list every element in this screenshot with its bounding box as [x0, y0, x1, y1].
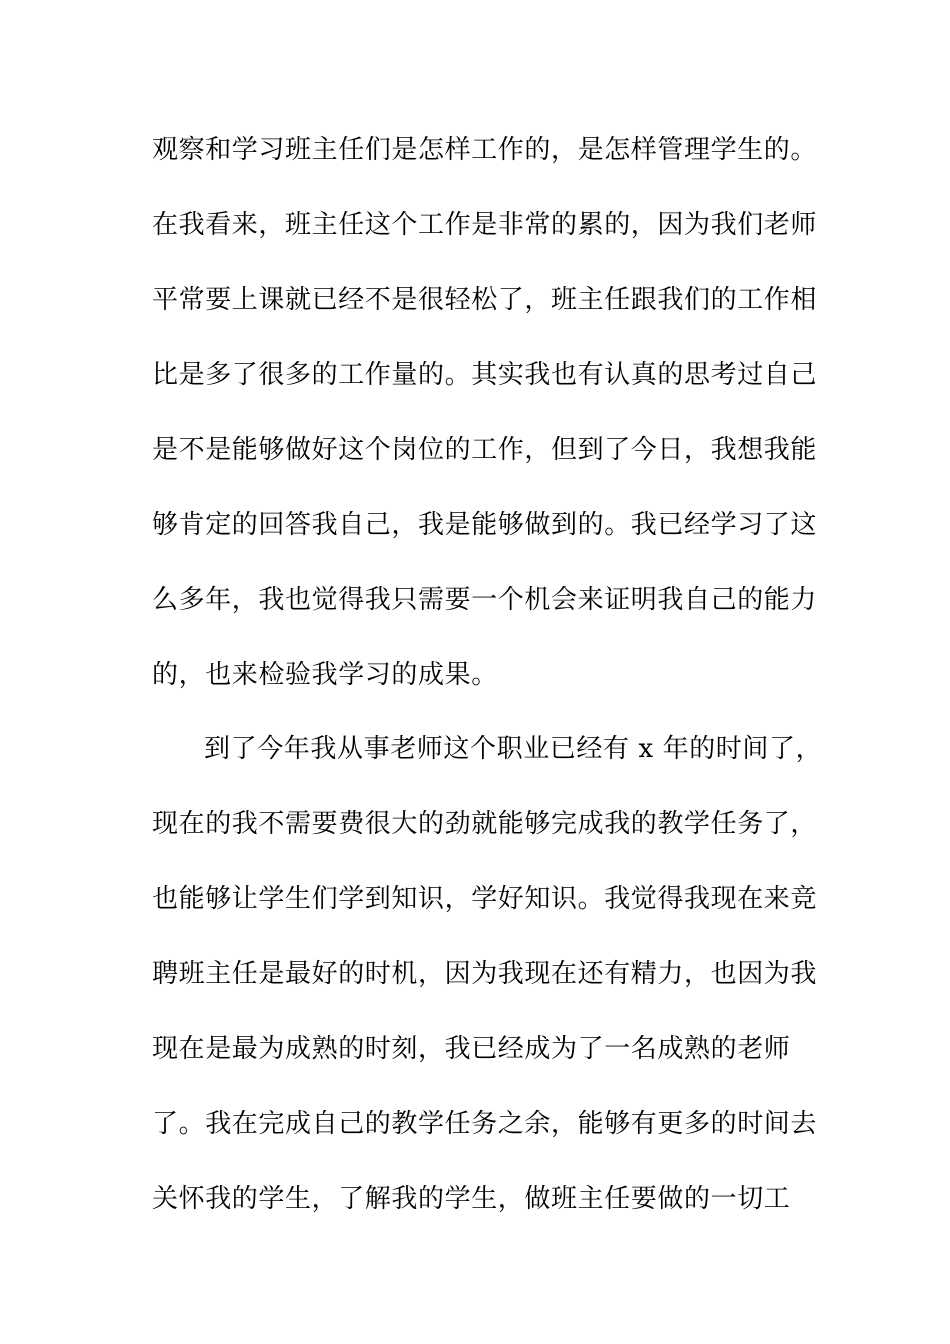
- text-line: 平常要上课就已经不是很轻松了，班主任跟我们的工作相: [152, 285, 818, 315]
- text-line: 么多年，我也觉得我只需要一个机会来证明我自己的能力: [152, 585, 818, 615]
- text-line: 是不是能够做好这个岗位的工作，但到了今日，我想我能: [152, 435, 818, 465]
- text-line: 比是多了很多的工作量的。其实我也有认真的思考过自己: [152, 360, 818, 390]
- text-line: 够肯定的回答我自己，我是能够做到的。我已经学习了这: [152, 510, 818, 540]
- text-line: 现在的我不需要费很大的劲就能够完成我的教学任务了，: [152, 809, 818, 839]
- text-line: 了。我在完成自己的教学任务之余，能够有更多的时间去: [152, 1109, 818, 1139]
- paragraph-first-line: 到了今年我从事老师这个职业已经有 x 年的时间了，: [204, 734, 823, 764]
- text-line: 关怀我的学生，了解我的学生，做班主任要做的一切工: [152, 1184, 791, 1214]
- text-line: 在我看来，班主任这个工作是非常的累的，因为我们老师: [152, 210, 818, 240]
- text-line: 的，也来检验我学习的成果。: [152, 660, 498, 690]
- text-line: 观察和学习班主任们是怎样工作的，是怎样管理学生的。: [152, 135, 818, 165]
- text-line: 也能够让学生们学到知识，学好知识。我觉得我现在来竞: [152, 884, 818, 914]
- text-line: 现在是最为成熟的时刻，我已经成为了一名成熟的老师: [152, 1034, 791, 1064]
- text-line: 聘班主任是最好的时机，因为我现在还有精力，也因为我: [152, 959, 818, 989]
